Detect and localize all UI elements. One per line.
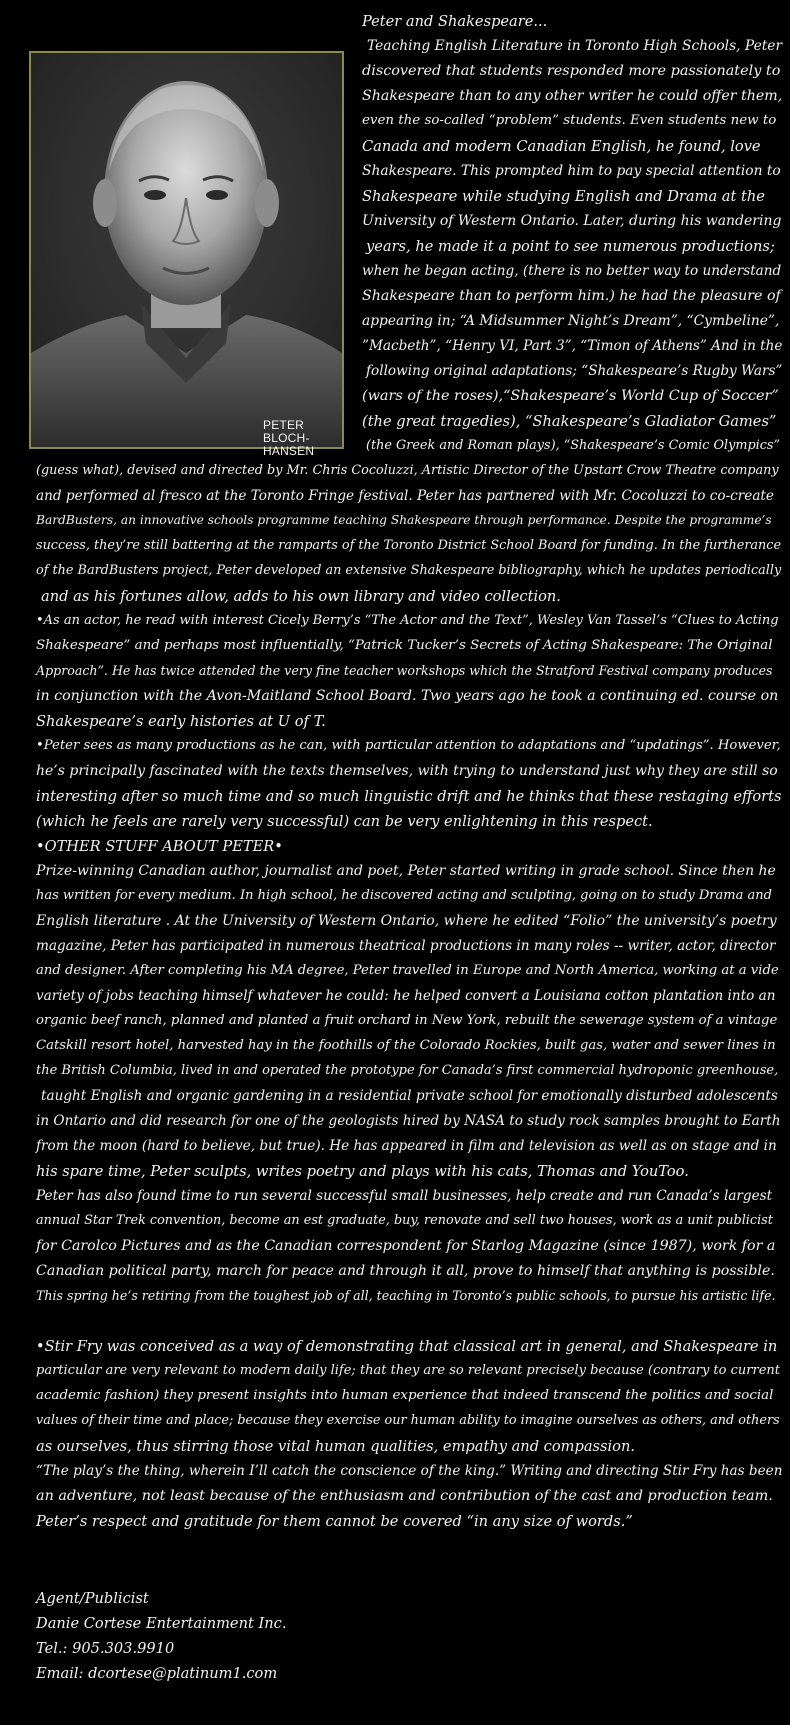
text-line: Catskill resort hotel, harvested hay in the foothills of the Colorado Rockies, built gas, water and sewer lines in — [36, 1038, 776, 1053]
portrait-illustration — [31, 53, 342, 447]
text-line: BardBusters, an innovative schools programme teaching Shakespeare through performance. Despite the programme’s — [36, 513, 772, 527]
text-line: (the Greek and Roman plays), “Shakespeare’s Comic Olympics” — [366, 438, 781, 453]
text-line: an adventure, not least because of the enthusiasm and contribution of the cast and production team. — [36, 1488, 773, 1504]
text-line: and performed al fresco at the Toronto Fringe festival. Peter has partnered with Mr. Cocoluzzi to co-create — [36, 488, 774, 504]
text-line: of the BardBusters project, Peter developed an extensive Shakespeare bibliography, which he updates periodically — [36, 563, 782, 578]
text-line: Agent/Publicist — [36, 1590, 149, 1607]
text-line: variety of jobs teaching himself whatever he could: he helped convert a Louisiana cotton plantation into an — [36, 988, 776, 1004]
text-line: •OTHER STUFF ABOUT PETER• — [36, 838, 283, 855]
text-line: when he began acting, (there is no better way to understand — [362, 263, 782, 279]
text-line: and designer. After completing his MA degree, Peter travelled in Europe and North America, working at a vide — [36, 963, 779, 978]
portrait-caption-line-2: BLOCH-HANSEN — [263, 431, 315, 458]
text-line: •As an actor, he read with interest Cicely Berry’s “The Actor and the Text”, Wesley Van Tassel’s “Clues to Acting — [36, 613, 779, 628]
text-line: English literature . At the University of Western Ontario, where he edited “Folio” the university’s poetry — [36, 913, 777, 929]
text-line: annual Star Trek convention, become an est graduate, buy, renovate and sell two houses, work as a unit publicist — [36, 1213, 773, 1228]
text-line: Canada and modern Canadian English, he found, love — [362, 138, 761, 155]
text-line: Canadian political party, march for peace and through it all, prove to himself that anything is possible. — [36, 1263, 775, 1279]
text-line: Danie Cortese Entertainment Inc. — [36, 1615, 287, 1632]
text-line: in Ontario and did research for one of the geologists hired by NASA to study rock samples brought to Earth — [36, 1113, 781, 1129]
text-line: This spring he’s retiring from the toughest job of all, teaching in Toronto’s public schools, to pursue his artistic life. — [36, 1288, 776, 1303]
text-line: Prize-winning Canadian author, journalist and poet, Peter started writing in grade school. Since then he — [36, 863, 776, 879]
text-line: (which he feels are rarely very successful) can be very enlightening in this respect. — [36, 813, 653, 830]
text-line: success, they’re still battering at the ramparts of the Toronto District School Board for funding. In the furtherance — [36, 538, 782, 553]
text-line: interesting after so much time and so much linguistic drift and he thinks that these restaging efforts — [36, 788, 782, 805]
text-line: he’s principally fascinated with the texts themselves, with trying to understand just why they are still so — [36, 763, 778, 779]
text-line: his spare time, Peter sculpts, writes poetry and plays with his cats, Thomas and YouToo. — [36, 1163, 689, 1180]
text-line: Approach”. He has twice attended the very fine teacher workshops which the Stratford Festival company produces — [36, 663, 773, 678]
text-line: (guess what), devised and directed by Mr. Chris Cocoluzzi, Artistic Director of the Upstart Crow Theatre company — [36, 463, 779, 478]
text-line: Shakespeare. This prompted him to pay special attention to — [362, 163, 781, 179]
text-line: (the great tragedies), “Shakespeare’s Gladiator Games” — [362, 413, 777, 430]
text-line: Shakespeare than to perform him.) he had the pleasure of — [362, 288, 781, 304]
text-line: Teaching English Literature in Toronto High Schools, Peter — [367, 38, 783, 54]
text-line: “The play’s the thing, wherein I’ll catch the conscience of the king.” Writing and directing Stir Fry has been — [36, 1463, 783, 1479]
text-line: Peter and Shakespeare... — [362, 13, 548, 30]
text-line: as ourselves, thus stirring those vital human qualities, empathy and compassion. — [36, 1438, 635, 1455]
text-line: ”Macbeth”, “Henry VI, Part 3”, “Timon of Athens” And in the — [362, 338, 783, 354]
text-line: magazine, Peter has participated in numerous theatrical productions in many roles -- writer, actor, director — [36, 938, 776, 954]
portrait-name-caption — [263, 419, 342, 458]
text-line: years, he made it a point to see numerous productions; — [366, 238, 775, 255]
text-line: Peter has also found time to run several successful small businesses, help create and run Canada’s largest — [36, 1188, 773, 1204]
text-line: taught English and organic gardening in a residential private school for emotionally disturbed adolescents — [41, 1088, 778, 1104]
text-line: Shakespeare than to any other writer he could offer them, — [362, 88, 783, 104]
text-line: •Stir Fry was conceived as a way of demonstrating that classical art in general, and Shakespeare in — [36, 1338, 778, 1355]
text-line: organic beef ranch, planned and planted a fruit orchard in New York, rebuilt the sewerage system of a vintage — [36, 1013, 778, 1028]
text-line: has written for every medium. In high school, he discovered acting and sculpting, going on to study Drama and — [36, 888, 772, 903]
text-line: and as his fortunes allow, adds to his own library and video collection. — [41, 588, 561, 605]
text-line: Email: dcortese@platinum1.com — [36, 1665, 278, 1682]
text-line: in conjunction with the Avon-Maitland School Board. Two years ago he took a continuing ed. course on — [36, 688, 779, 704]
text-line: appearing in; “A Midsummer Night’s Dream”, “Cymbeline”, — [362, 313, 780, 329]
author-portrait-photo — [29, 51, 344, 458]
text-line: academic fashion) they present insights into human experience that indeed transcend the politics and social — [36, 1388, 774, 1403]
text-line: •Peter sees as many productions as he can, with particular attention to adaptations and “updatings”. However, — [36, 738, 781, 753]
text-line: (wars of the roses),“Shakespeare’s World Cup of Soccer” — [362, 388, 779, 404]
text-line: for Carolco Pictures and as the Canadian correspondent for Starlog Magazine (since 1987), work for a — [36, 1238, 776, 1254]
text-line: Peter’s respect and gratitude for them cannot be covered “in any size of words.” — [36, 1513, 633, 1530]
text-line: Shakespeare’s early histories at U of T. — [36, 713, 326, 730]
text-line: particular are very relevant to modern daily life; that they are so relevant precisely because (contrary to current — [36, 1363, 780, 1378]
text-line: Tel.: 905.303.9910 — [36, 1640, 175, 1657]
portrait-caption-line-1: PETER — [263, 418, 305, 432]
text-line: Shakespeare while studying English and Drama at the — [362, 188, 765, 205]
text-line: following original adaptations; “Shakespeare’s Rugby Wars” — [366, 363, 783, 379]
text-line: Shakespeare” and perhaps most influentially, “Patrick Tucker’s Secrets of Acting Shakespeare: The Original — [36, 638, 773, 653]
text-line: even the so-called “problem” students. Even students new to — [362, 113, 777, 128]
text-line: the British Columbia, lived in and operated the prototype for Canada’s first commercial hydroponic greenhouse, — [36, 1063, 779, 1078]
text-line: from the moon (hard to believe, but true). He has appeared in film and television as well as on stage and in — [36, 1138, 777, 1154]
text-line: discovered that students responded more passionately to — [362, 63, 781, 79]
text-line: University of Western Ontario. Later, during his wandering — [362, 213, 782, 229]
text-line: values of their time and place; because they exercise our human ability to imagine ourselves as others, and others — [36, 1413, 780, 1428]
